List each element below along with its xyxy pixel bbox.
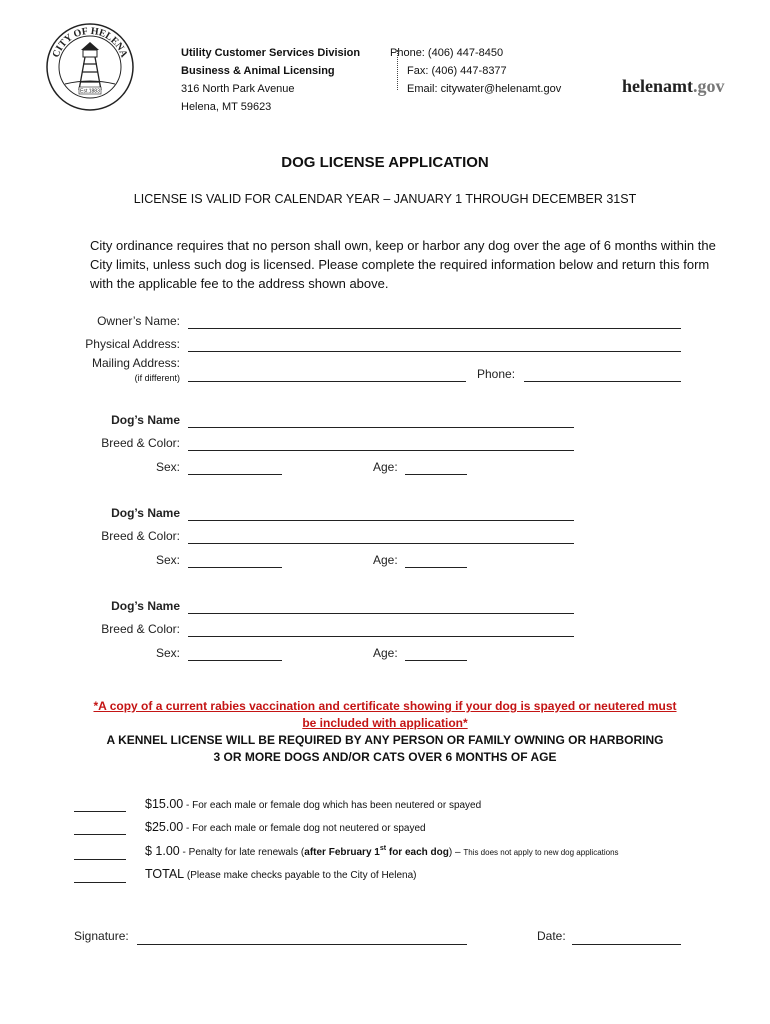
dog2-sex-label: Sex: [155, 553, 180, 567]
physical-address-label: Physical Address: [85, 337, 180, 351]
dog2-breed-label: Breed & Color: [101, 529, 180, 543]
total-fee-blank[interactable] [74, 870, 126, 883]
dog2-breed-field[interactable] [188, 543, 574, 544]
kennel-notice-line2: 3 OR MORE DOGS AND/OR CATS OVER 6 MONTHS OF AGE [213, 750, 557, 764]
neutered-fee-row: $15.00 - For each male or female dog which has been neutered or spayed [145, 797, 482, 811]
penalty-fee-blank[interactable] [74, 847, 126, 860]
dog2-age-field[interactable] [405, 567, 467, 568]
dog1-breed-field[interactable] [188, 450, 574, 451]
dog1-age-field[interactable] [405, 474, 467, 475]
rabies-notice-line2: be included with application* [302, 716, 468, 730]
validity-note: LICENSE IS VALID FOR CALENDAR YEAR – JANUARY 1 THROUGH DECEMBER 31ST [133, 192, 637, 206]
page-title: DOG LICENSE APPLICATION [281, 154, 489, 171]
date-label: Date: [537, 929, 566, 943]
website-logo: helenamt.gov [622, 76, 725, 96]
dog3-breed-field[interactable] [188, 636, 574, 637]
mailing-address-field[interactable] [188, 381, 466, 382]
intact-fee-row: $25.00 - For each male or female dog not neutered or spayed [145, 820, 426, 834]
owner-name-label: Owner’s Name: [97, 314, 180, 328]
physical-address-field[interactable] [188, 351, 681, 352]
svg-text:CITY OF HELENA: CITY OF HELENA [50, 25, 130, 60]
dog2-name-label: Dog’s Name [111, 506, 180, 520]
dog3-name-label: Dog’s Name [111, 599, 180, 613]
signature-label: Signature: [74, 929, 129, 943]
dog2-age-label: Age: [373, 553, 398, 567]
fax-info: Fax: (406) 447-8377 [407, 65, 507, 77]
email-info: Email: citywater@helenamt.gov [407, 83, 562, 95]
dog2-name-field[interactable] [188, 520, 574, 521]
kennel-notice-line1: A KENNEL LICENSE WILL BE REQUIRED BY ANY PERSON OR FAMILY OWNING OR HARBORING [106, 733, 664, 747]
neutered-fee-blank[interactable] [74, 799, 126, 812]
dog3-sex-label: Sex: [155, 646, 180, 660]
dog3-sex-field[interactable] [188, 660, 282, 661]
total-fee-row: TOTAL (Please make checks payable to the City of Helena) [145, 867, 417, 881]
signature-field[interactable] [137, 944, 467, 945]
phone-info: Phone: (406) 447-8450 [390, 47, 504, 59]
intro-paragraph: City ordinance requires that no person shall own, keep or harbor any dog over the age of 6 months within the City limits, unless such dog is licensed. Please complete the required information below and return this form with the applicable fee to the address shown above. [90, 238, 716, 291]
penalty-fee-row: $ 1.00 - Penalty for late renewals (after February 1st for each dog) – This does not apply to new dog applications [145, 844, 619, 858]
owner-phone-field[interactable] [524, 381, 681, 382]
city-seal-logo [45, 22, 135, 112]
dog3-age-label: Age: [373, 646, 398, 660]
owner-name-field[interactable] [188, 328, 681, 329]
dog1-sex-field[interactable] [188, 474, 282, 475]
intact-fee-blank[interactable] [74, 822, 126, 835]
dog3-name-field[interactable] [188, 613, 574, 614]
dog1-name-label: Dog’s Name [111, 413, 180, 427]
street-address: 316 North Park Avenue [181, 83, 295, 95]
dog1-age-label: Age: [373, 460, 398, 474]
division-name: Utility Customer Services Division [181, 47, 361, 59]
rabies-notice-line1: *A copy of a current rabies vaccination and certificate showing if your dog is spayed or neutered must [93, 699, 677, 713]
svg-text:Est.1883: Est.1883 [80, 88, 100, 95]
dog2-sex-field[interactable] [188, 567, 282, 568]
mailing-address-note: (if different) [134, 373, 180, 383]
owner-phone-label: Phone: [477, 367, 516, 381]
section-name: Business & Animal Licensing [181, 65, 335, 77]
dog3-breed-label: Breed & Color: [101, 622, 180, 636]
dog1-breed-label: Breed & Color: [101, 436, 180, 450]
dog1-sex-label: Sex: [155, 460, 180, 474]
dog3-age-field[interactable] [405, 660, 467, 661]
date-field[interactable] [572, 944, 681, 945]
mailing-address-label: Mailing Address: [91, 356, 180, 370]
dog1-name-field[interactable] [188, 427, 574, 428]
city-address: Helena, MT 59623 [181, 101, 272, 113]
